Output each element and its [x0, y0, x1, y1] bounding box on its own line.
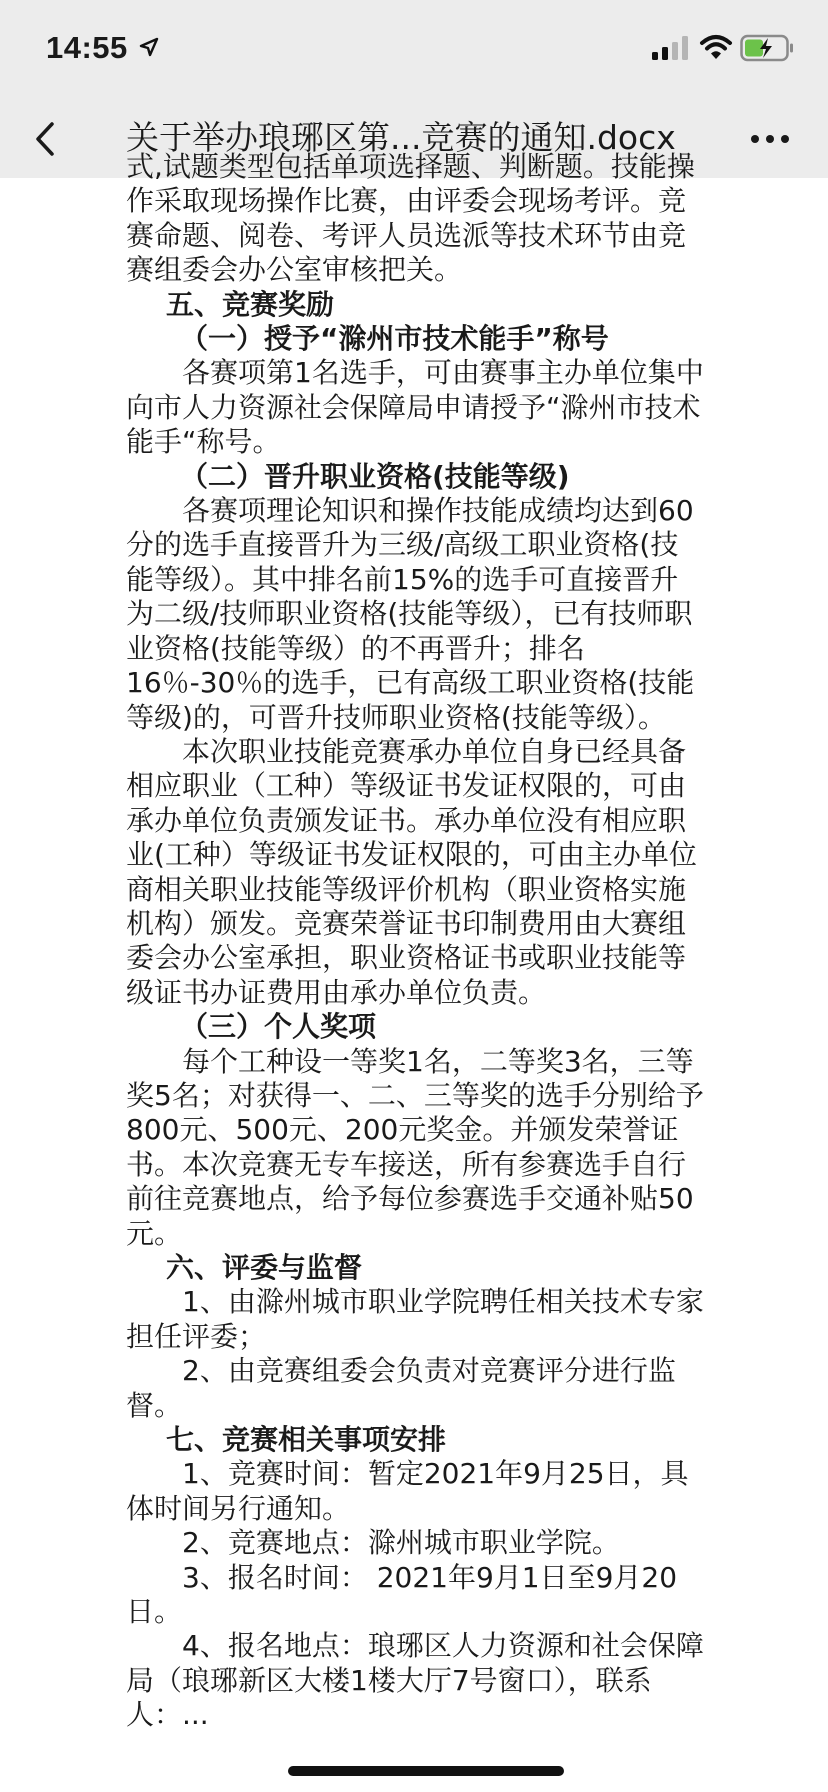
status-bar: [0, 0, 828, 100]
section-heading: 五、竞赛奖励: [166, 287, 335, 321]
paragraph: 每个工种设一等奖1名，二等奖3名，三等奖5名；对获得一、二、三等奖的选手分别给予800元、500元、200元奖金。并颁发荣誉证书。本次竞赛无专车接送，所有参赛选手自行前往竞赛地点，给予每位参赛选手交通补贴50元。: [126, 1044, 704, 1250]
paragraph: 各赛项理论知识和操作技能成绩均达到60分的选手直接晋升为三级/高级工职业资格(技能等级）。其中排名前15%的选手可直接晋升为二级/技师职业资格(技能等级），已有技师职业资格(技能等级）的不再晋升；排名16％-30％的选手，已有高级工职业资格(技能等级)的，可晋升技师职业资格(技能等级）。: [126, 494, 695, 734]
chevron-left-icon: [24, 112, 72, 166]
paragraph: 4、报名地点：琅琊区人力资源和社会保障局（琅琊新区大楼1楼大厅7号窗口），联系人：...: [126, 1629, 704, 1732]
wifi-icon: [700, 34, 732, 60]
location-arrow-icon: [138, 36, 160, 58]
document-viewer[interactable]: [0, 150, 828, 1792]
battery-charging-icon: [740, 34, 794, 62]
paragraph: 1、竞赛时间：暂定2021年9月25日，具体时间另行通知。: [126, 1457, 689, 1525]
subsection-heading: （三）个人奖项: [180, 1010, 377, 1044]
document-content: [126, 150, 706, 1733]
back-button[interactable]: [24, 112, 72, 166]
more-options-button[interactable]: [744, 114, 796, 164]
section-heading: 六、评委与监督: [166, 1251, 363, 1284]
paragraph: 1、由滁州城市职业学院聘任相关技术专家担任评委；: [126, 1285, 704, 1353]
document-title: 关于举办琅琊区第...竞赛的通知.docx: [126, 118, 676, 157]
subsection-heading: （一）授予“滁州市技术能手”称号: [180, 322, 609, 356]
paragraph: 2、由竞赛组委会负责对竞赛评分进行监督。: [126, 1354, 676, 1422]
paragraph: 2、竞赛地点：滁州城市职业学院。: [182, 1526, 620, 1560]
home-indicator[interactable]: [288, 1766, 564, 1776]
subsection-heading: （二）晋升职业资格(技能等级): [180, 459, 570, 493]
paragraph: 本次职业技能竞赛承办单位自身已经具备相应职业（工种）等级证书发证权限的，可由承办单位负责颁发证书。承办单位没有相应职业(工种）等级证书发证权限的，可由主办单位商相关职业技能等级评价机构（职业资格实施机构）颁发。竞赛荣誉证书印制费用由大赛组委会办公室承担，职业资格证书或职业技能等级证书办证费用由承办单位负责。: [126, 734, 697, 1009]
paragraph: 各赛项第1名选手，可由赛事主办单位集中向市人力资源社会保障局申请授予“滁州市技术能手“称号。: [126, 356, 704, 459]
cellular-signal-icon: [652, 36, 690, 60]
paragraph: 式,试题类型包括单项选择题、判断题。技能操作采取现场操作比赛，由评委会现场考评。竞赛命题、阅卷、考评人员选派等技术环节由竞赛组委会办公室审核把关。: [126, 150, 695, 287]
ellipsis-icon: [744, 114, 796, 164]
paragraph: 3、报名时间： 2021年9月1日至9月20日。: [126, 1560, 678, 1629]
status-time: 14:55: [46, 30, 128, 65]
section-heading: 七、竞赛相关事项安排: [166, 1423, 447, 1457]
